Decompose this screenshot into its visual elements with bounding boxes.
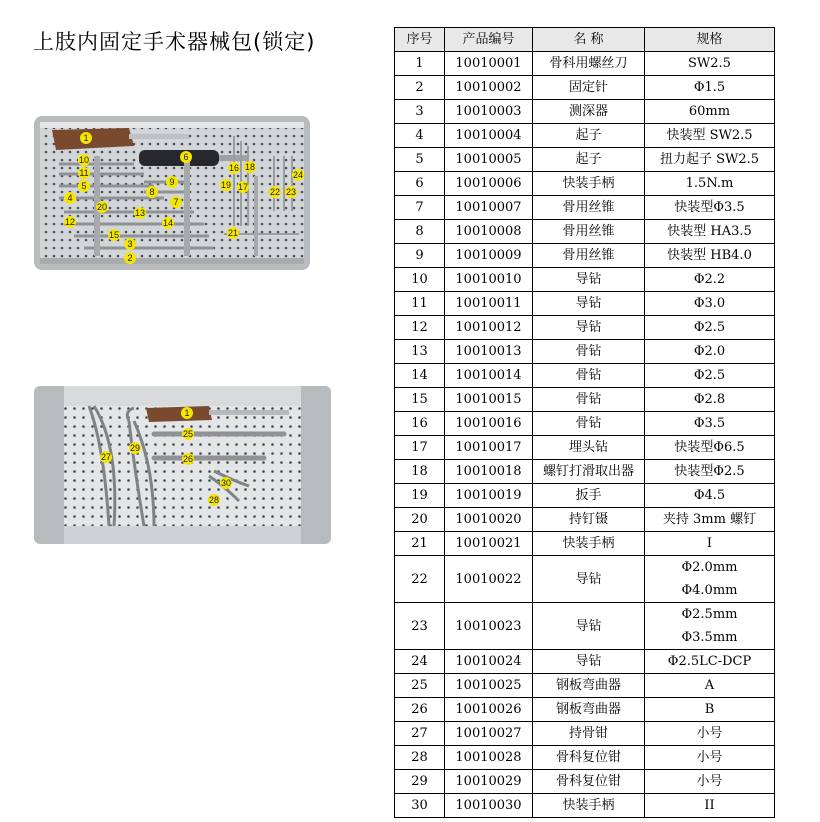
cell-code: 10010029	[445, 770, 533, 794]
cell-name: 导钻	[533, 292, 645, 316]
tray1-badge	[78, 167, 90, 179]
cell-spec: 快装型 SW2.5	[645, 124, 775, 148]
cell-spec: B	[645, 698, 775, 722]
cell-spec: 夹持 3mm 螺钉	[645, 508, 775, 532]
cell-spec: 小号	[645, 722, 775, 746]
cell-code: 10010018	[445, 460, 533, 484]
cell-code: 10010019	[445, 484, 533, 508]
cell-name: 持骨钳	[533, 722, 645, 746]
table-row	[395, 172, 775, 196]
svg-text:26: 26	[182, 454, 194, 464]
cell-name: 骨钻	[533, 388, 645, 412]
cell-no: 19	[395, 484, 445, 508]
svg-text:13: 13	[134, 208, 146, 218]
table-row	[395, 100, 775, 124]
cell-code: 10010005	[445, 148, 533, 172]
tray1-badge	[64, 192, 76, 204]
cell-code: 10010008	[445, 220, 533, 244]
instrument-tray-photo-top	[34, 116, 310, 270]
tray1-badge	[269, 186, 281, 198]
tray1-badge	[124, 238, 136, 250]
cell-no: 23	[395, 603, 445, 650]
cell-no: 11	[395, 292, 445, 316]
cell-spec: 快装型Φ3.5	[645, 196, 775, 220]
svg-text:16: 16	[228, 163, 240, 173]
svg-text:2: 2	[127, 253, 133, 263]
tray1-badge	[220, 179, 232, 191]
cell-spec: 快装型 HA3.5	[645, 220, 775, 244]
cell-name: 钢板弯曲器	[533, 698, 645, 722]
cell-no: 18	[395, 460, 445, 484]
svg-text:28: 28	[208, 495, 220, 505]
cell-code: 10010023	[445, 603, 533, 650]
table-row	[395, 436, 775, 460]
table-row	[395, 484, 775, 508]
column-header-code: 产品编号	[445, 28, 533, 52]
table-row	[395, 196, 775, 220]
cell-name: 骨科用螺丝刀	[533, 52, 645, 76]
cell-name: 起子	[533, 124, 645, 148]
svg-text:10: 10	[78, 155, 90, 165]
table-row	[395, 650, 775, 674]
cell-spec: Φ2.2	[645, 268, 775, 292]
svg-text:6: 6	[183, 152, 189, 162]
tray1-badge	[285, 186, 297, 198]
svg-text:19: 19	[220, 180, 232, 190]
svg-text:11: 11	[79, 168, 89, 178]
cell-name: 骨钻	[533, 412, 645, 436]
cell-name: 持钉镊	[533, 508, 645, 532]
cell-name: 骨钻	[533, 364, 645, 388]
svg-text:14: 14	[162, 218, 174, 228]
tray2-badge	[129, 442, 141, 454]
cell-spec: 快装型 HB4.0	[645, 244, 775, 268]
cell-code: 10010021	[445, 532, 533, 556]
cell-spec: I	[645, 532, 775, 556]
table-row	[395, 292, 775, 316]
cell-no: 21	[395, 532, 445, 556]
cell-code: 10010009	[445, 244, 533, 268]
cell-name: 骨用丝锥	[533, 244, 645, 268]
cell-name: 骨科复位钳	[533, 770, 645, 794]
tray1-badge	[78, 180, 90, 192]
svg-text:30: 30	[220, 478, 232, 488]
svg-text:22: 22	[269, 187, 281, 197]
cell-no: 20	[395, 508, 445, 532]
cell-code: 10010003	[445, 100, 533, 124]
cell-no: 24	[395, 650, 445, 674]
cell-code: 10010027	[445, 722, 533, 746]
cell-no: 3	[395, 100, 445, 124]
tray1-badge	[166, 176, 178, 188]
cell-no: 29	[395, 770, 445, 794]
cell-spec: 快装型Φ6.5	[645, 436, 775, 460]
cell-code: 10010016	[445, 412, 533, 436]
cell-code: 10010024	[445, 650, 533, 674]
cell-name: 钢板弯曲器	[533, 674, 645, 698]
cell-name: 快装手柄	[533, 794, 645, 818]
cell-no: 14	[395, 364, 445, 388]
tray2-badge	[181, 407, 193, 419]
svg-text:18: 18	[244, 162, 256, 172]
cell-no: 7	[395, 196, 445, 220]
tray1-badge	[237, 181, 249, 193]
svg-text:3: 3	[127, 239, 133, 249]
tray1-badge	[292, 169, 304, 181]
tray2-badge	[182, 453, 194, 465]
cell-no: 16	[395, 412, 445, 436]
cell-no: 15	[395, 388, 445, 412]
tray1-badge	[162, 217, 174, 229]
cell-spec: 扭力起子 SW2.5	[645, 148, 775, 172]
svg-text:1: 1	[184, 408, 190, 418]
cell-spec: II	[645, 794, 775, 818]
tray2-badge	[100, 451, 112, 463]
cell-name: 骨用丝锥	[533, 220, 645, 244]
tray1-badge	[146, 186, 158, 198]
svg-text:20: 20	[96, 202, 108, 212]
table-row	[395, 364, 775, 388]
table-row	[395, 603, 775, 650]
table-row	[395, 746, 775, 770]
cell-spec: Φ2.5	[645, 364, 775, 388]
svg-text:23: 23	[285, 187, 297, 197]
cell-spec: 1.5N.m	[645, 172, 775, 196]
instrument-tray-photo-bottom	[34, 386, 331, 544]
cell-spec: Φ2.5	[645, 316, 775, 340]
cell-name: 导钻	[533, 603, 645, 650]
svg-text:17: 17	[237, 182, 249, 192]
page-title: 上肢内固定手术器械包(锁定)	[33, 30, 316, 54]
tray2-badge	[220, 477, 232, 489]
cell-code: 10010004	[445, 124, 533, 148]
cell-spec: 快装型Φ2.5	[645, 460, 775, 484]
tray1-badge	[78, 154, 90, 166]
cell-code: 10010011	[445, 292, 533, 316]
cell-code: 10010020	[445, 508, 533, 532]
table-body	[395, 52, 775, 818]
svg-text:24: 24	[292, 170, 304, 180]
svg-text:25: 25	[182, 429, 194, 439]
cell-code: 10010028	[445, 746, 533, 770]
cell-code: 10010002	[445, 76, 533, 100]
cell-spec: Φ2.5LC-DCP	[645, 650, 775, 674]
table-row	[395, 76, 775, 100]
cell-name: 扳手	[533, 484, 645, 508]
tray1-badge	[80, 132, 92, 144]
cell-name: 骨钻	[533, 340, 645, 364]
cell-spec	[645, 556, 775, 603]
cell-spec: 小号	[645, 746, 775, 770]
table-row	[395, 556, 775, 603]
cell-code: 10010015	[445, 388, 533, 412]
cell-spec-line: Φ3.5mm	[681, 630, 738, 645]
cell-code: 10010014	[445, 364, 533, 388]
table-row	[395, 674, 775, 698]
table-row	[395, 388, 775, 412]
cell-spec-line: Φ2.5mm	[681, 607, 738, 622]
tray1-badge	[108, 229, 120, 241]
cell-name: 快装手柄	[533, 532, 645, 556]
cell-no: 8	[395, 220, 445, 244]
cell-code: 10010026	[445, 698, 533, 722]
table-row	[395, 268, 775, 292]
cell-no: 9	[395, 244, 445, 268]
cell-spec: SW2.5	[645, 52, 775, 76]
svg-text:1: 1	[83, 133, 89, 143]
cell-spec: Φ2.8	[645, 388, 775, 412]
cell-no: 26	[395, 698, 445, 722]
cell-code: 10010010	[445, 268, 533, 292]
cell-no: 28	[395, 746, 445, 770]
cell-name: 螺钉打滑取出器	[533, 460, 645, 484]
svg-text:5: 5	[81, 181, 87, 191]
cell-name: 骨科复位钳	[533, 746, 645, 770]
cell-name: 埋头钻	[533, 436, 645, 460]
cell-no: 30	[395, 794, 445, 818]
tray2-badge	[208, 494, 220, 506]
cell-no: 17	[395, 436, 445, 460]
cell-no: 10	[395, 268, 445, 292]
cell-spec-line: Φ4.0mm	[681, 583, 738, 598]
cell-no: 5	[395, 148, 445, 172]
tray1-badge	[180, 151, 192, 163]
cell-code: 10010030	[445, 794, 533, 818]
table-row	[395, 722, 775, 746]
cell-no: 4	[395, 124, 445, 148]
cell-no: 12	[395, 316, 445, 340]
column-header-no: 序号	[395, 28, 445, 52]
tray1-badge	[64, 216, 76, 228]
svg-text:12: 12	[64, 217, 76, 227]
cell-name: 导钻	[533, 316, 645, 340]
column-header-spec: 规格	[645, 28, 775, 52]
svg-text:8: 8	[149, 187, 155, 197]
tray1-badge	[124, 252, 136, 264]
table-row	[395, 770, 775, 794]
table-row	[395, 460, 775, 484]
table-row	[395, 412, 775, 436]
cell-name: 导钻	[533, 650, 645, 674]
tray1-badge	[134, 207, 146, 219]
tray2-badge	[182, 428, 194, 440]
cell-spec: Φ1.5	[645, 76, 775, 100]
table-row	[395, 532, 775, 556]
cell-no: 1	[395, 52, 445, 76]
tray1-badge	[227, 227, 239, 239]
cell-no: 25	[395, 674, 445, 698]
cell-name: 导钻	[533, 556, 645, 603]
svg-text:7: 7	[173, 197, 179, 207]
tray1-badge	[244, 161, 256, 173]
cell-name: 骨用丝锥	[533, 196, 645, 220]
cell-no: 2	[395, 76, 445, 100]
cell-spec: 小号	[645, 770, 775, 794]
cell-code: 10010007	[445, 196, 533, 220]
table-row	[395, 508, 775, 532]
cell-spec: 60mm	[645, 100, 775, 124]
cell-code: 10010022	[445, 556, 533, 603]
cell-spec: Φ3.5	[645, 412, 775, 436]
tray1-badge	[170, 196, 182, 208]
cell-name: 导钻	[533, 268, 645, 292]
cell-spec-line: Φ2.0mm	[681, 560, 738, 575]
cell-code: 10010013	[445, 340, 533, 364]
table-row	[395, 340, 775, 364]
cell-name: 起子	[533, 148, 645, 172]
table-header-row	[395, 28, 775, 52]
cell-code: 10010025	[445, 674, 533, 698]
cell-code: 10010006	[445, 172, 533, 196]
cell-no: 27	[395, 722, 445, 746]
svg-text:15: 15	[108, 230, 120, 240]
table-row	[395, 316, 775, 340]
cell-code: 10010001	[445, 52, 533, 76]
table-row	[395, 52, 775, 76]
table-row	[395, 220, 775, 244]
cell-spec: Φ4.5	[645, 484, 775, 508]
svg-text:21: 21	[227, 228, 239, 238]
tray1-badge	[228, 162, 240, 174]
cell-spec: Φ2.0	[645, 340, 775, 364]
svg-text:27: 27	[100, 452, 112, 462]
table-row	[395, 124, 775, 148]
svg-text:29: 29	[129, 443, 141, 453]
cell-name: 快装手柄	[533, 172, 645, 196]
table-row	[395, 794, 775, 818]
cell-spec: Φ3.0	[645, 292, 775, 316]
table-row	[395, 698, 775, 722]
cell-code: 10010012	[445, 316, 533, 340]
tray1-badge	[96, 201, 108, 213]
svg-text:4: 4	[67, 193, 73, 203]
svg-text:9: 9	[169, 177, 175, 187]
cell-no: 13	[395, 340, 445, 364]
table-row	[395, 148, 775, 172]
column-header-name: 名 称	[533, 28, 645, 52]
table-row	[395, 244, 775, 268]
cell-no: 22	[395, 556, 445, 603]
cell-spec: A	[645, 674, 775, 698]
cell-code: 10010017	[445, 436, 533, 460]
cell-name: 固定针	[533, 76, 645, 100]
instrument-spec-table	[394, 27, 775, 818]
cell-spec	[645, 603, 775, 650]
cell-name: 测深器	[533, 100, 645, 124]
cell-no: 6	[395, 172, 445, 196]
